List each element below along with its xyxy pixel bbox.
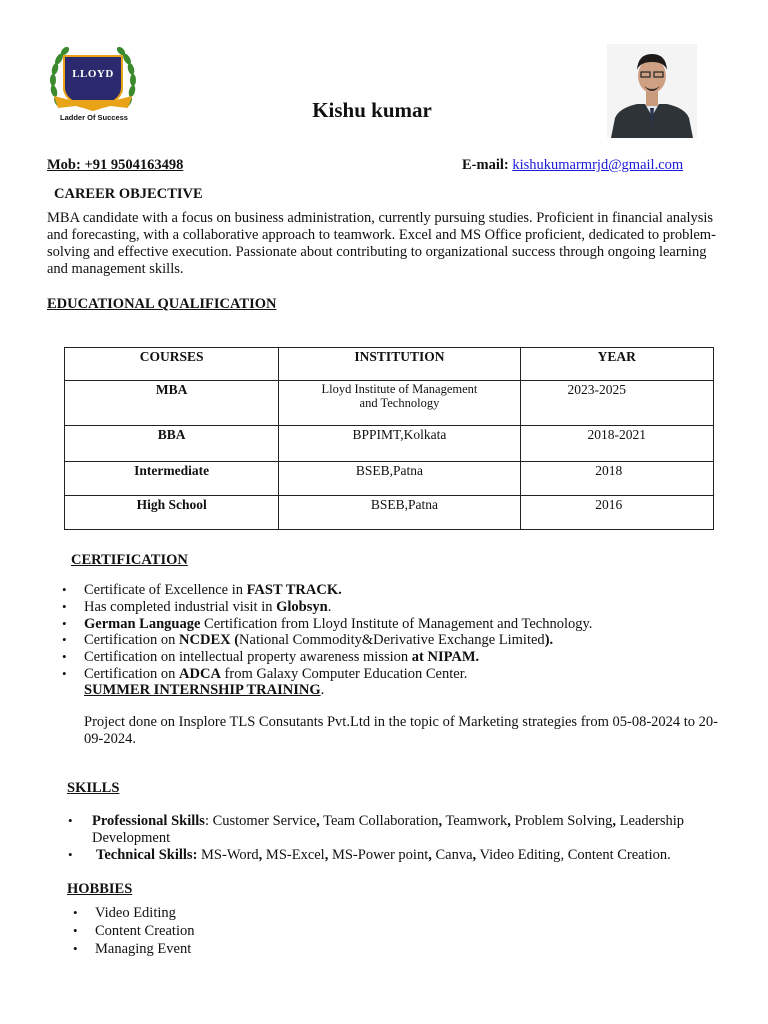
list-item: • Has completed industrial visit in Globsyn. (62, 599, 752, 616)
list-item: • Certification on NCDEX (National Commodity&Derivative Exchange Limited). (62, 632, 752, 649)
year-cell: 2018-2021 (520, 426, 713, 462)
list-item: • Managing Event (73, 940, 194, 958)
institution-cell: Lloyd Institute of Management and Technology (279, 381, 520, 426)
internship-text: Project done on Insplore TLS Consutants Pvt.Ltd in the topic of Marketing strategies from 05-08-2024 to 20-09-2024. (84, 714, 719, 747)
hobbies-heading: HOBBIES (67, 881, 133, 897)
logo-text: LLOYD (72, 68, 114, 80)
table-row (65, 496, 714, 530)
institution-cell: BSEB,Patna (279, 462, 520, 496)
column-header-courses: COURSES (65, 348, 279, 381)
professional-skills-item: • Professional Skills: Customer Service, Team Collaboration, Teamwork, Problem Solving, Leadership Development (68, 813, 718, 847)
list-item: • Certification on ADCA from Galaxy Computer Education Center. (62, 666, 752, 683)
career-objective-heading: CAREER OBJECTIVE (54, 186, 203, 202)
institution-cell: BSEB,Patna (279, 496, 520, 530)
skills-list (68, 813, 718, 863)
email-row (462, 157, 683, 174)
email-link[interactable]: kishukumarmrjd@gmail.com (512, 157, 684, 173)
candidate-name: Kishu kumar (312, 98, 432, 122)
table-row (65, 462, 714, 496)
internship-heading: SUMMER INTERNSHIP TRAINING. (84, 682, 325, 698)
table-row (65, 426, 714, 462)
technical-skills-item: • Technical Skills: MS-Word, MS-Excel, MS-Power point, Canva, Video Editing, Content Creation. (68, 847, 718, 864)
column-header-institution: INSTITUTION (279, 348, 520, 381)
list-item: • Video Editing (73, 904, 194, 922)
list-item: • Content Creation (73, 922, 194, 940)
education-heading: EDUCATIONAL QUALIFICATION (47, 296, 277, 312)
table-header-row (65, 348, 714, 381)
year-cell: 2018 (520, 462, 713, 496)
year-cell: 2016 (520, 496, 713, 530)
email-label: E-mail: (462, 157, 509, 173)
logo-tagline: Ladder Of Success (60, 113, 128, 122)
hobbies-list (73, 904, 194, 958)
logo-ribbon-text: LLOYD (84, 96, 102, 101)
certification-heading: CERTIFICATION (71, 552, 188, 568)
list-item: • Certification on intellectual property awareness mission at NIPAM. (62, 649, 752, 666)
year-cell: 2023-2025 (520, 381, 713, 426)
institution-cell: BPPIMT,Kolkata (279, 426, 520, 462)
column-header-year: YEAR (520, 348, 713, 381)
career-objective-text: MBA candidate with a focus on business administration, currently pursuing studies. Proficient in financial analysis and forecasting, with a collaborative approach to teamwork. Excel and MS Office proficient, dedicated to problem-solving and effective execution. Passionate about contributing to organizational success through ongoing learning and management skills. (47, 210, 716, 277)
certification-list (62, 582, 752, 683)
education-table (64, 347, 714, 530)
profile-photo (607, 44, 697, 138)
skills-heading: SKILLS (67, 780, 120, 796)
course-cell: High School (65, 496, 279, 530)
course-cell: Intermediate (65, 462, 279, 496)
table-row (65, 381, 714, 426)
course-cell: MBA (65, 381, 279, 426)
person-portrait-icon (607, 44, 697, 138)
list-item: • German Language Certification from Lloyd Institute of Management and Technology. (62, 616, 752, 633)
list-item: • Certificate of Excellence in FAST TRACK. (62, 582, 752, 599)
mobile-number: Mob: +91 9504163498 (47, 157, 184, 173)
course-cell: BBA (65, 426, 279, 462)
